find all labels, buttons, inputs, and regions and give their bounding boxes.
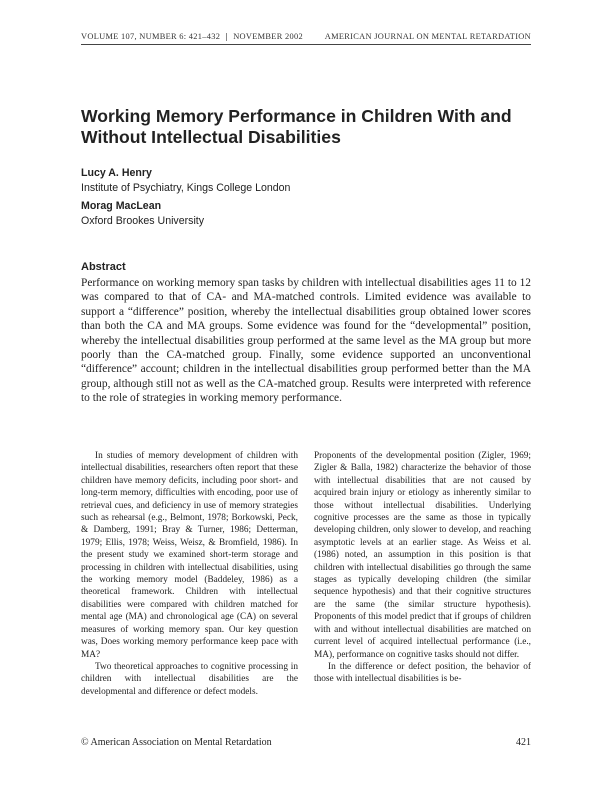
body-paragraph: In studies of memory development of children with intellectual disabilities, researchers often report that these children have memory deficits, including poor short- and long-term memory, difficulties with encoding, poor use of retrieval cues, and deficiency in use of memory strategies such as rehearsal (e.g., Belmont, 1978; Borkowski, Peck, & Damberg, 1991; Bray & Turner, 1986; Detterman, 1979; Ellis, 1978; Weiss, Weisz, & Bromfield, 1986). In the present study we examined short-term storage and processing in children with intellectual disabilities, using the working memory model (Baddeley, 1986) as a theoretical framework. Children with intellectual disabilities were compared with children matched for mental age (MA) and chronological age (CA) on several measures of working memory span. Our key question was, Does working memory performance keep pace with MA? [81,451,298,660]
body-paragraph: Two theoretical approaches to cognitive processing in children with intellectual disabilities are the developmental and difference or defect models. [81,661,298,697]
running-head-left [81,32,303,41]
body-column-right [314,450,531,686]
copyright-notice: © American Association on Mental Retardation [81,737,272,748]
journal-name: AMERICAN JOURNAL ON MENTAL RETARDATION [324,32,531,41]
author-affiliation: Institute of Psychiatry, Kings College London [81,182,291,194]
author-block [81,199,204,229]
page-footer [81,737,531,748]
publication-date: NOVEMBER 2002 [233,32,303,41]
author-affiliation: Oxford Brookes University [81,215,205,227]
abstract-heading: Abstract [81,261,126,273]
page-number: 421 [516,737,531,748]
running-head [81,32,531,41]
body-paragraph: In the difference or defect position, the behavior of those with intellectual disabilities is be- [314,661,531,685]
author-name: Morag MacLean [81,200,162,212]
author-block [81,166,290,196]
abstract-text: Performance on working memory span tasks by children with intellectual disabilities ages 11 to 12 was compared to that of CA- and MA-matched controls. Limited evidence was available to support a “difference” position, whereby the intellectual disabilities group obtained lower scores than both the CA and MA groups. Some evidence was found for the “developmental” position, whereby the intellectual disabilities group performed at the same level as the MA group but more poorly than the CA-matched group. Finally, some evidence supported an unconventional “difference” account; children in the intellectual disabilities group performed better than the MA group, although still not as well as the CA-matched group. Results were interpreted with reference to the role of strategies in working memory performance. [81,277,531,405]
article-title: Working Memory Performance in Children With and Without Intellectual Disabilities [81,106,512,147]
body-column-left [81,450,298,698]
header-rule [81,44,531,45]
volume-issue-pages: VOLUME 107, NUMBER 6: 421–432 [81,32,221,41]
running-head-separator: | [225,32,228,41]
author-name: Lucy A. Henry [81,167,152,179]
body-paragraph: Proponents of the developmental position (Zigler, 1969; Zigler & Balla, 1982) characterize the behavior of those with intellectual disabilities that are not caused by acquired brain injury or etiology as inherently similar to those without intellectual disabilities. Underlying cognitive processes are the same as those in typically developing children, only slower to develop, and reaching asymptotic levels at an earlier stage. As Weiss et al. (1986) noted, an assumption in this position is that children with intellectual disabilities go through the same stages as typically developing children (the similar sequence hypothesis) and that their cognitive structures are the same (the similar structure hypothesis). Proponents of this model predict that if groups of children with and without intellectual disabilities are matched on current level of acquired intellectual performance (i.e., MA), performance on cognitive tasks should not differ. [314,451,531,660]
